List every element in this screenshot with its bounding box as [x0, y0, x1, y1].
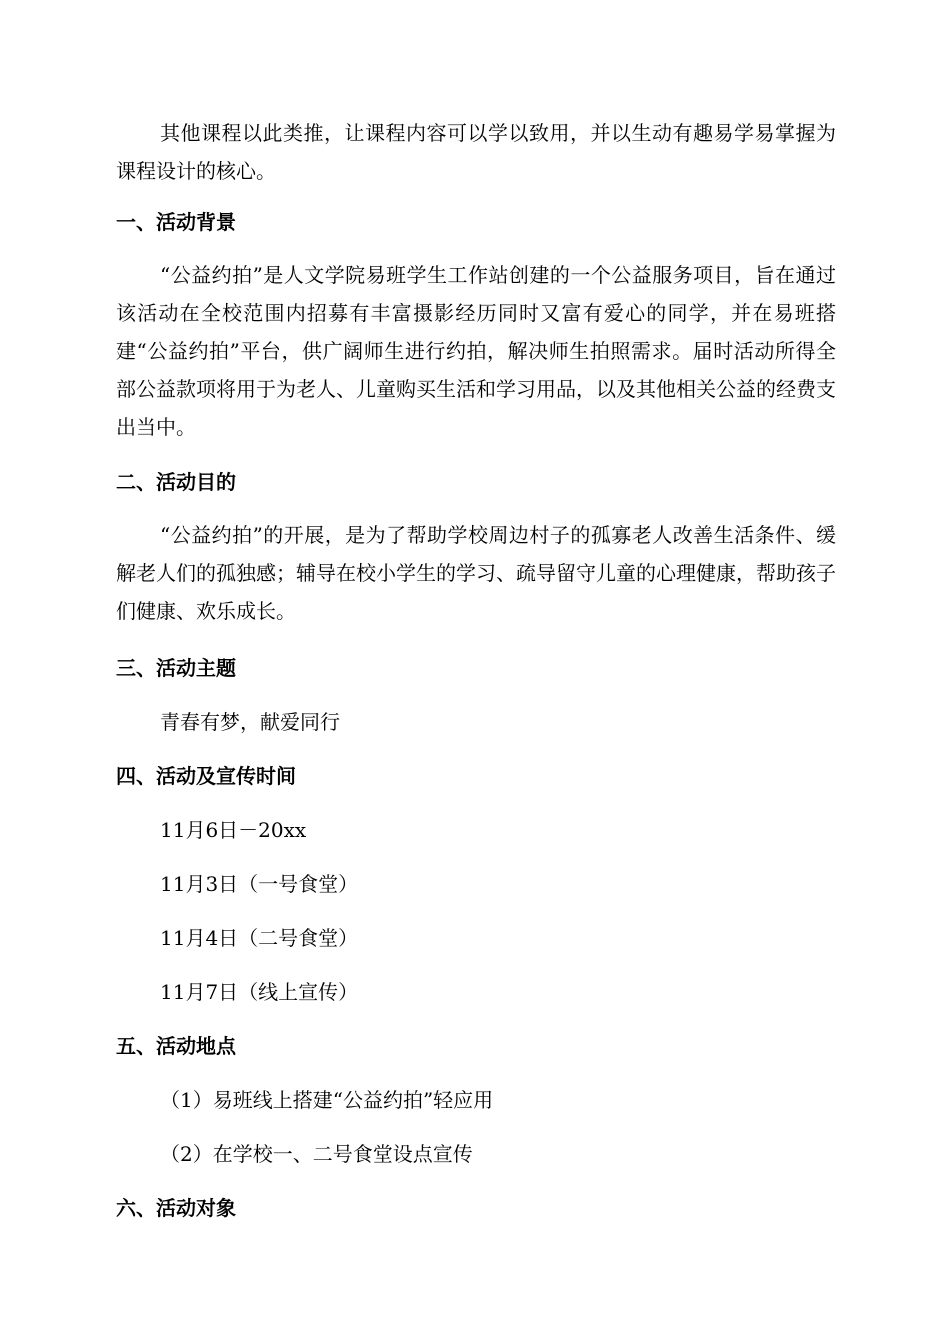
location-line: （1）易班线上搭建“公益约拍”轻应用: [160, 1088, 494, 1112]
theme-text: 青春有梦，献爱同行: [160, 710, 340, 734]
section-heading-audience: 六、活动对象: [116, 1196, 236, 1220]
section-heading-time: 四、活动及宣传时间: [116, 764, 296, 788]
time-line: 11月3日（一号食堂）: [160, 872, 359, 896]
section-heading-location: 五、活动地点: [116, 1034, 236, 1058]
section-heading-purpose: 二、活动目的: [116, 470, 236, 494]
time-line: 11月6日－20xx: [160, 818, 307, 842]
location-line: （2）在学校一、二号食堂设点宣传: [160, 1142, 473, 1166]
purpose-paragraph: “公益约拍”的开展，是为了帮助学校周边村子的孤寡老人改善生活条件、缓解老人们的孤独感；辅导在校小学生的学习、疏导留守儿童的心理健康，帮助孩子们健康、欢乐成长。: [116, 523, 836, 623]
background-paragraph: “公益约拍”是人文学院易班学生工作站创建的一个公益服务项目，旨在通过该活动在全校范围内招募有丰富摄影经历同时又富有爱心的同学，并在易班搭建“公益约拍”平台，供广阔师生进行约拍，解决师生拍照需求。届时活动所得全部公益款项将用于为老人、儿童购买生活和学习用品，以及其他相关公益的经费支出当中。: [116, 263, 836, 439]
section-heading-background: 一、活动背景: [116, 210, 236, 234]
time-line: 11月7日（线上宣传）: [160, 980, 359, 1004]
time-line: 11月4日（二号食堂）: [160, 926, 359, 950]
intro-paragraph: 其他课程以此类推，让课程内容可以学以致用，并以生动有趣易学易掌握为课程设计的核心。: [116, 121, 836, 183]
section-heading-theme: 三、活动主题: [116, 656, 236, 680]
